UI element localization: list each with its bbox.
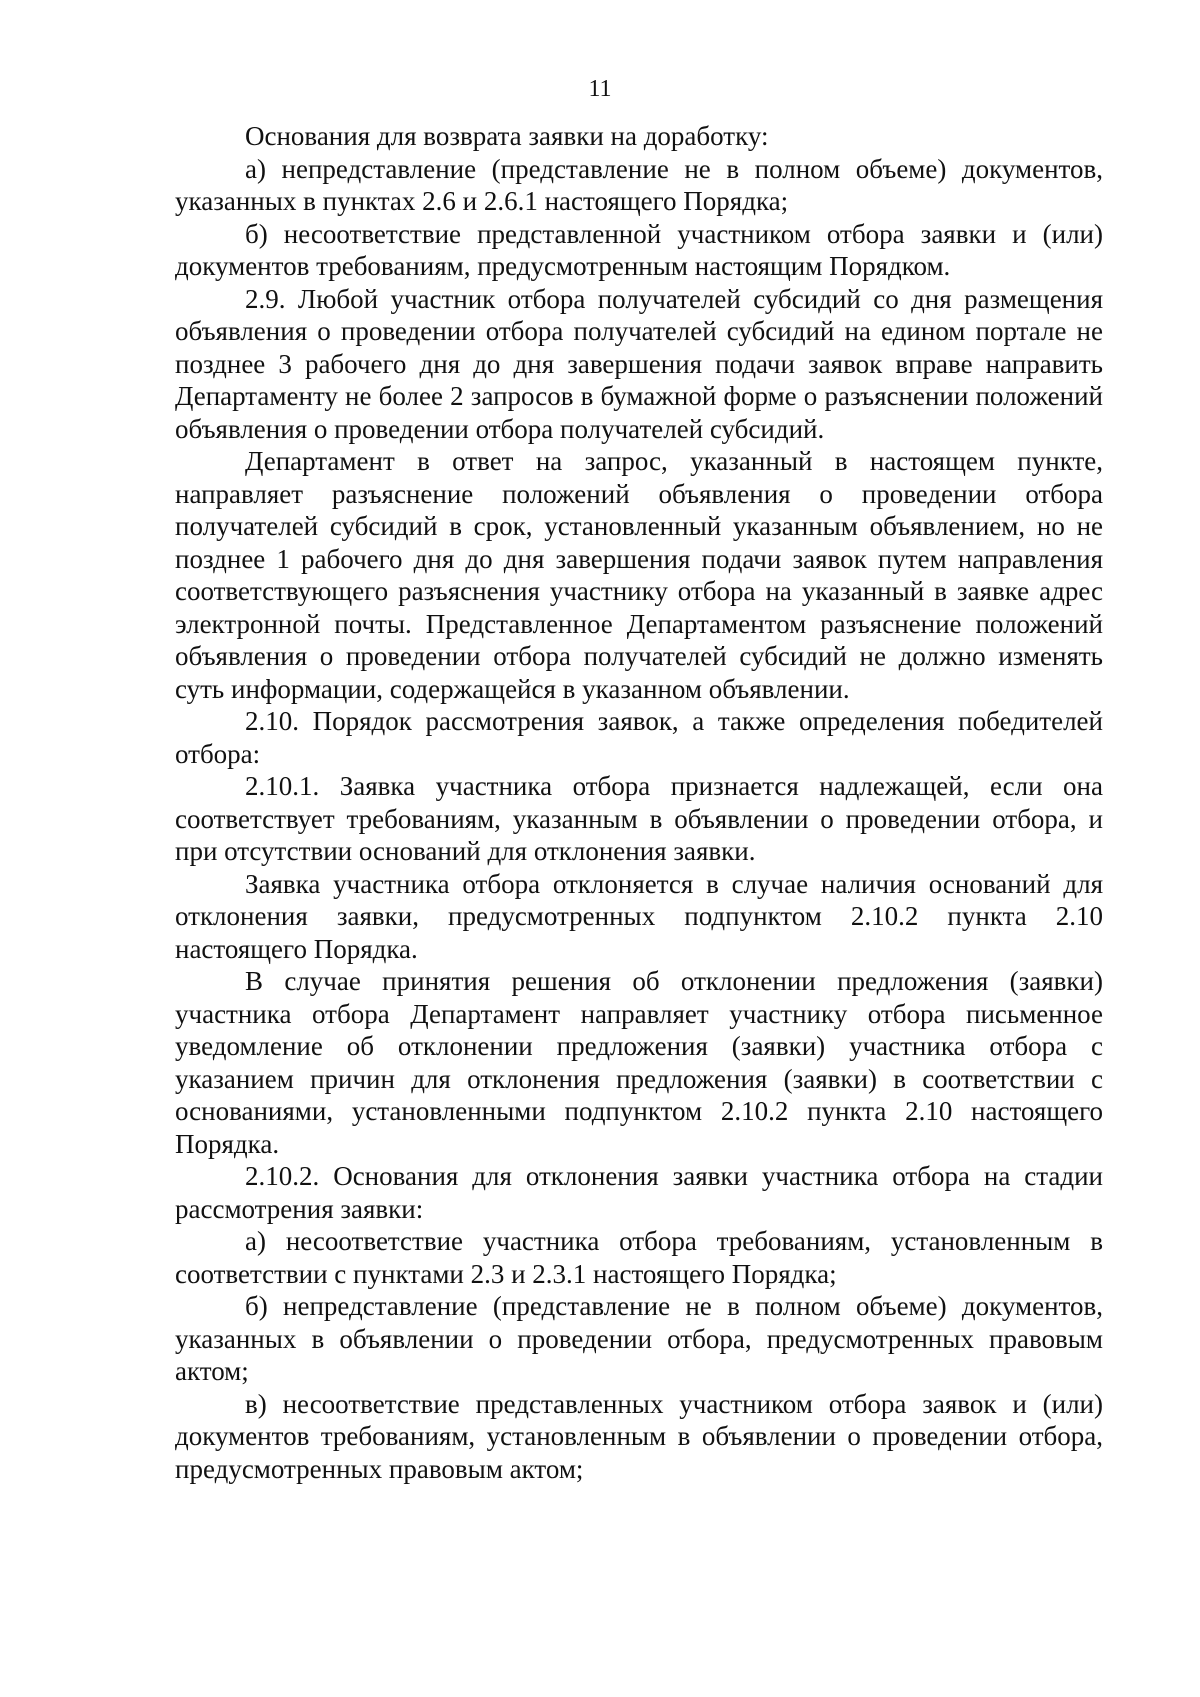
paragraph-rejection-ground-b: б) непредставление (представление не в полном объеме) документов, указанных в объявлении о проведении отбора, предусмотренных правовым актом; (175, 1291, 1103, 1386)
document-body (175, 120, 1103, 1485)
paragraph-rejection-ground-c: в) несоответствие представленных участником отбора заявок и (или) документов требованиям, установленным в объявлении о проведении отбора, предусмотренных правовым актом; (175, 1388, 1103, 1484)
paragraph-return-grounds-heading: Основания для возврата заявки на доработку: (245, 121, 769, 151)
paragraph-rejection-case: Заявка участника отбора отклоняется в случае наличия оснований для отклонения заявки, предусмотренных подпунктом 2.10.2 пункта 2.10 настоящего Порядка. (175, 868, 1103, 964)
paragraph-return-ground-b: б) несоответствие представленной участником отбора заявки и (или) документов требованиям, предусмотренным настоящим Порядком. (175, 218, 1103, 281)
paragraph-rejection-notice: В случае принятия решения об отклонении предложения (заявки) участника отбора Департамент направляет участнику отбора письменное уведомление об отклонении предложения (заявки) участника отбора с указанием причин для отклонения предложения (заявки) в соответствии с основаниями, установленными подпунктом 2.10.2 пункта 2.10 настоящего Порядка. (175, 966, 1103, 1159)
paragraph-clause-2-10: 2.10. Порядок рассмотрения заявок, а также определения победителей отбора: (175, 706, 1103, 769)
paragraph-clause-2-10-2: 2.10.2. Основания для отклонения заявки участника отбора на стадии рассмотрения заявки: (175, 1161, 1103, 1224)
paragraph-return-ground-a: а) непредставление (представление не в полном объеме) документов, указанных в пунктах 2.6 и 2.6.1 настоящего Порядка; (175, 153, 1103, 216)
paragraph-clause-2-9: 2.9. Любой участник отбора получателей субсидий со дня размещения объявления о проведении отбора получателей субсидий на едином портале не позднее 3 рабочего дня до дня завершения подачи заявок вправе направить Департаменту не более 2 запросов в бумажной форме о разъяснении положений объявления о проведении отбора получателей субсидий. (175, 283, 1103, 444)
paragraph-department-response: Департамент в ответ на запрос, указанный в настоящем пункте, направляет разъяснение положений объявления о проведении отбора получателей субсидий в срок, установленный указанным объявлением, но не позднее 1 рабочего дня до дня завершения подачи заявок путем направления соответствующего разъяснения участнику отбора на указанный в заявке адрес электронной почты. Представленное Департаментом разъяснение положений объявления о проведении отбора получателей субсидий не должно изменять суть информации, содержащейся в указанном объявлении. (175, 446, 1103, 704)
paragraph-rejection-ground-a: а) несоответствие участника отбора требованиям, установленным в соответствии с пунктами 2.3 и 2.3.1 настоящего Порядка; (175, 1226, 1103, 1289)
page-number: 11 (588, 76, 612, 102)
paragraph-clause-2-10-1: 2.10.1. Заявка участника отбора признается надлежащей, если она соответствует требованиям, указанным в объявлении о проведении отбора, и при отсутствии оснований для отклонения заявки. (175, 771, 1103, 866)
